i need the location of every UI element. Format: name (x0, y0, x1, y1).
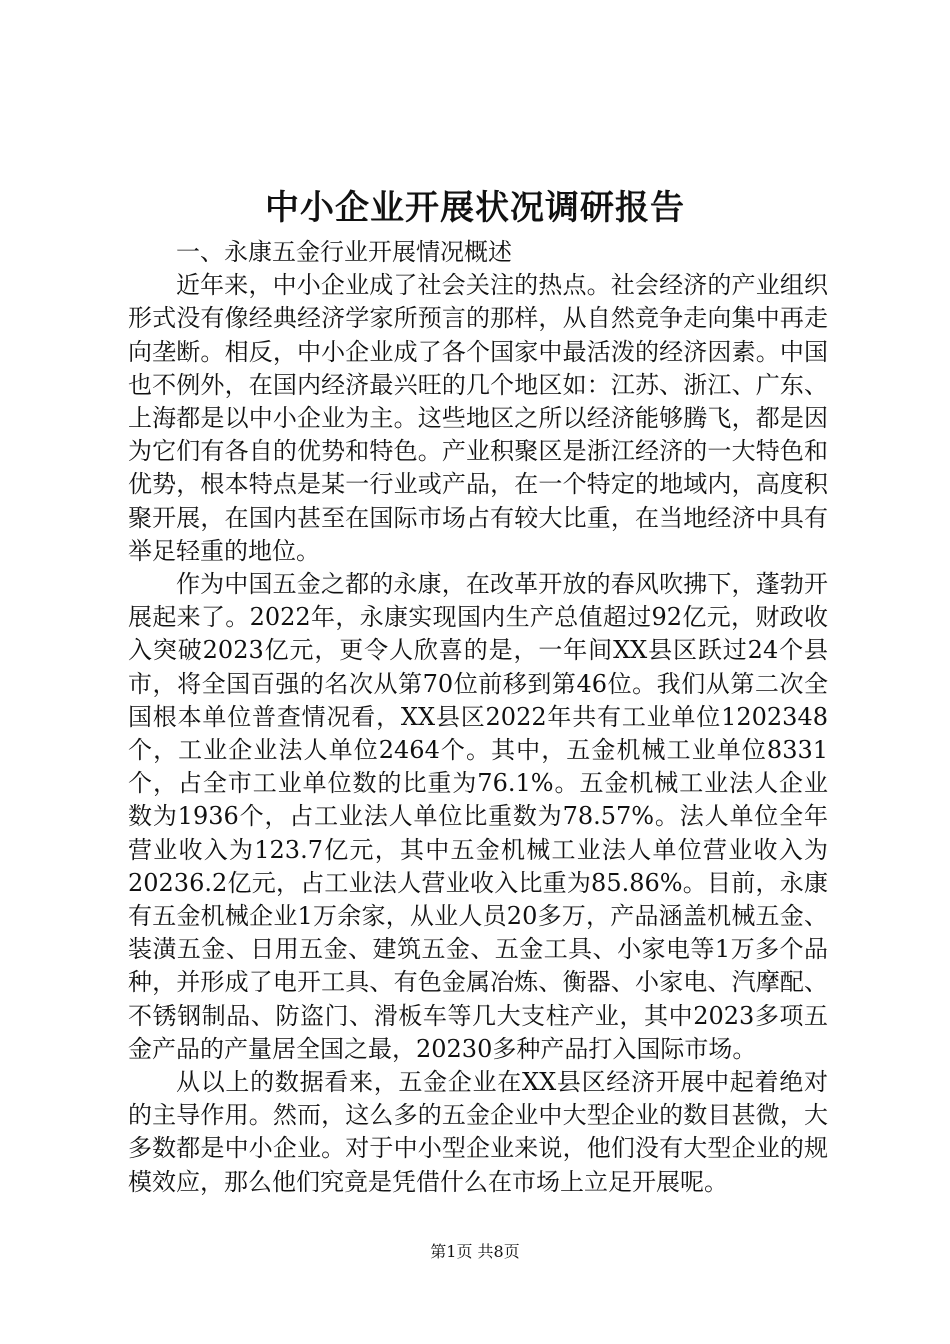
paragraph-conclusion: 从以上的数据看来，五金企业在XX县区经济开展中起着绝对的主导作用。然而，这么多的五金企业中大型企业的数目甚微，大多数都是中小企业。对于中小型企业来说，他们没有大型企业的规模效应，那么他们究竟是凭借什么在市场上立足开展呢。 (128, 1068, 828, 1196)
section-heading: 一、永康五金行业开展情况概述 (176, 238, 512, 266)
page-footer: 第1页 共8页 (430, 1242, 520, 1261)
paragraph-statistics: 作为中国五金之都的永康，在改革开放的春风吹拂下，蓬勃开展起来了。2022年，永康实现国内生产总值超过92亿元，财政收入突破2023亿元，更令人欣喜的是，一年间XX县区跃过24个县市，将全国百强的名次从第70位前移到第46位。我们从第二次全国根本单位普查情况看，XX县区2022年共有工业单位1202348个，工业企业法人单位2464个。其中，五金机械工业单位8331个，占全市工业单位数的比重为76.1%。五金机械工业法人企业数为1936个，占工业法人单位比重数为78.57%。法人单位全年营业收入为123.7亿元，其中五金机械工业法人单位营业收入为20236.2亿元，占工业法人营业收入比重为85.86%。目前，永康有五金机械企业1万余家，从业人员20多万，产品涵盖机械五金、装潢五金、日用五金、建筑五金、五金工具、小家电等1万多个品种，并形成了电开工具、有色金属冶炼、衡器、小家电、汽摩配、不锈钢制品、防盗门、滑板车等几大支柱产业，其中2023多项五金产品的产量居全国之最，20230多种产品打入国际市场。 (128, 570, 828, 1063)
paragraph-intro: 近年来，中小企业成了社会关注的热点。社会经济的产业组织形式没有像经典经济学家所预言的那样，从自然竞争走向集中再走向垄断。相反，中小企业成了各个国家中最活泼的经济因素。中国也不例外，在国内经济最兴旺的几个地区如：江苏、浙江、广东、上海都是以中小企业为主。这些地区之所以经济能够腾飞，都是因为它们有各自的优势和特色。产业积聚区是浙江经济的一大特色和优势，根本特点是某一行业或产品，在一个特定的地域内，高度积聚开展，在国内甚至在国际市场占有较大比重，在当地经济中具有举足轻重的地位。 (128, 271, 828, 565)
document-title: 中小企业开展状况调研报告 (265, 188, 685, 228)
document-body (128, 236, 828, 1199)
